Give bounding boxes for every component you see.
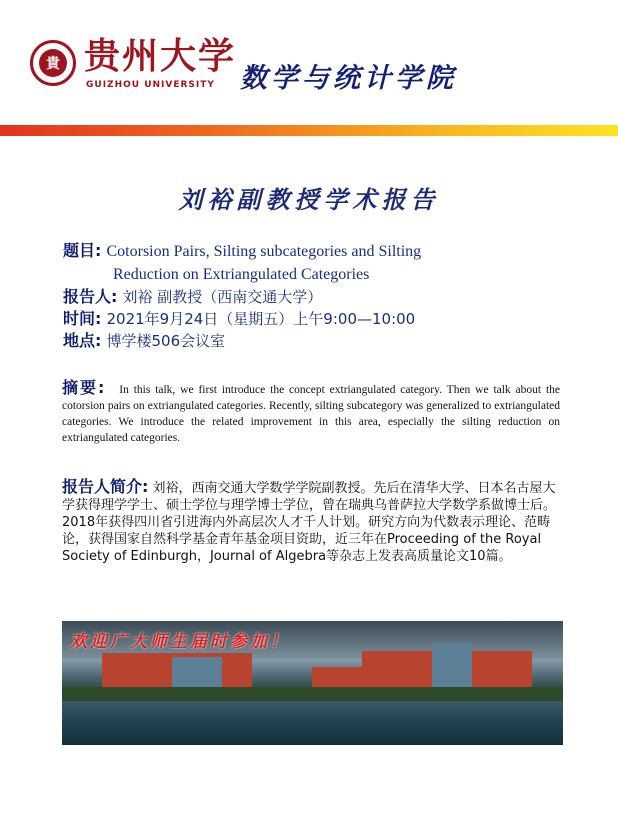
place-label: 地点: [63,331,102,350]
university-name-cn: 贵州大学 [84,35,237,77]
welcome-caption: 欢迎广大师生届时参加！ [70,632,290,652]
photo-building-tower [432,643,472,689]
college-name: 数学与统计学院 [240,63,457,94]
bio-text: 刘裕，西南交通大学数学学院副教授。先后在清华大学、日本名古屋大学获得理学学士、硕士学位与理学博士学位，曾在瑞典乌普萨拉大学数学系做博士后。2018年获得四川省引进海内外高层次人才千人计划。研究方向为代数表示理论、范畴论，获得国家自然科学基金青年基金项目资助，近三年在Proceeding of the Royal Society of Edinburgh，Journal of Algebra等杂志上发表高质量论文10篇。 [62,481,557,564]
topic-line2: Reduction on Extriangulated Categories [113,266,370,283]
time-row [63,308,563,330]
topic-row-cont [63,263,563,286]
speaker-bio-section [62,478,562,565]
topic-row [63,240,563,263]
page-header [0,0,618,125]
place-row [63,330,563,352]
report-title: 刘裕副教授学术报告 [178,185,440,214]
photo-building-glass [172,657,222,687]
time-value: 2021年9月24日（星期五）上午9:00—10:00 [106,310,416,328]
place-value: 博学楼506会议室 [106,332,226,350]
speaker-row [63,286,563,308]
photo-lake [62,701,563,745]
photo-trees [62,687,563,701]
speaker-label: 报告人: [63,287,118,306]
time-label: 时间: [63,309,102,328]
topic-line1: Cotorsion Pairs, Silting subcategories and Silting [106,243,422,260]
speaker-value: 刘裕 副教授（西南交通大学） [122,288,323,306]
abstract-section [62,380,560,446]
university-name-en: GUIZHOU UNIVERSITY [86,80,215,90]
abstract-text: In this talk, we first introduce the concept extriangulated category. Then we talk about the cotorsion pairs on extriangulated categories. Recently, silting subcategory was generalized to extriangulated categories. We introduce the related improvement in this area, especially the silting reduction on extriangulated categories. [62,384,561,444]
campus-photo [62,621,563,745]
talk-info [63,240,563,352]
topic-label: 题目: [63,241,102,260]
bio-label: 报告人简介: [62,477,149,496]
university-seal-icon [30,40,76,86]
header-color-stripe [0,125,618,136]
abstract-label: 摘要: [62,378,105,397]
seal-center: 貴 [39,49,67,77]
